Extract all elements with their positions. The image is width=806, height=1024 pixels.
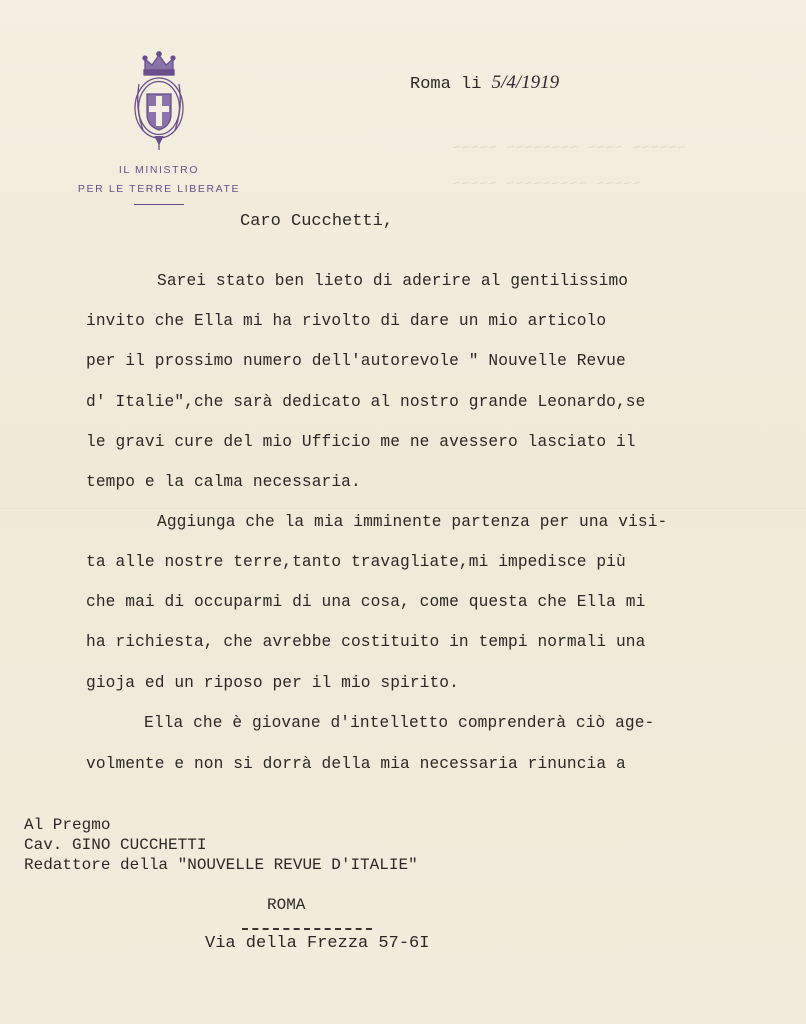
show-through-text: ~~~~~ ~~~~~~~~~ ~~~~~ [452,176,642,193]
letterhead-divider [134,204,184,205]
letterhead [74,50,244,205]
body-line: che mai di occuparmi di una cosa, come questa che Ella mi [86,593,646,611]
body-line: tempo e la calma necessaria. [86,473,361,491]
show-through-text: ~~~~~~ ~~~~ ~~~~~~~~ ~~~~~ [452,140,687,157]
body-line: Aggiunga che la mia imminente partenza per una visi- [157,513,668,531]
body-line: invito che Ella mi ha rivolto di dare un mio articolo [86,312,607,330]
body-line: gioja ed un riposo per il mio spirito. [86,674,459,692]
body-line: ha richiesta, che avrebbe costituito in tempi normali una [86,633,646,651]
place-text: Roma li [410,75,482,94]
address-line: Redattore della "NOUVELLE REVUE D'ITALIE" [24,856,418,874]
body-line: Sarei stato ben lieto di aderire al gentilissimo [157,272,629,290]
address-city: ROMA [267,896,306,914]
body-line: le gravi cure del mio Ufficio me ne avessero lasciato il [86,433,636,451]
salutation: Caro Cucchetti, [240,212,394,231]
address-divider [242,928,372,930]
date-text: 5/4/1919 [491,72,560,93]
address-street: Via della Frezza 57-6I [205,934,430,953]
place-and-date [410,72,559,94]
body-line: volmente e non si dorrà della mia necessaria rinuncia a [86,755,626,773]
letterhead-subtitle: PER LE TERRE LIBERATE [77,183,241,195]
body-line: per il prossimo numero dell'autorevole " Nouvelle Revue [86,352,626,370]
royal-crest-icon [131,50,187,152]
address-line: Cav. GINO CUCCHETTI [24,836,207,854]
body-line: ta alle nostre terre,tanto travagliate,mi impedisce più [86,553,626,571]
body-line: Ella che è giovane d'intelletto comprenderà ciò age- [144,714,655,732]
body-line: d' Italie",che sarà dedicato al nostro grande Leonardo,se [86,393,646,411]
address-line: Al Pregmo [24,816,111,834]
paper-fold-line [0,508,806,510]
letterhead-title: IL MINISTRO [118,164,200,176]
